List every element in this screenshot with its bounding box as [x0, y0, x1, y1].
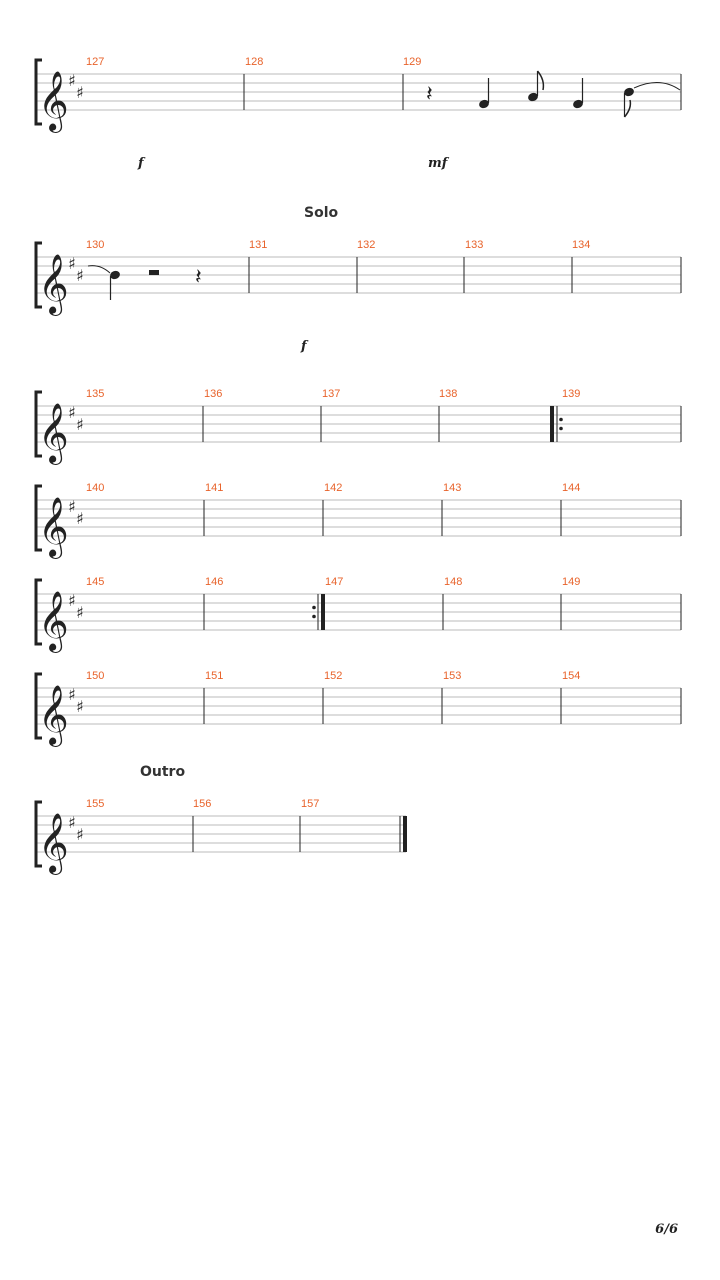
sharp-icon: ♯	[68, 813, 76, 832]
section-label: Outro	[140, 764, 186, 780]
system-7	[36, 764, 407, 875]
quarter-rest-icon: 𝄽	[426, 82, 433, 107]
page-number: 6/6	[655, 1222, 678, 1237]
tie	[88, 266, 110, 273]
measure-number: 137	[322, 388, 341, 400]
system-2	[36, 205, 681, 354]
measure-number: 153	[443, 670, 462, 682]
sharp-icon: ♯	[68, 254, 76, 273]
measure-number: 133	[465, 239, 484, 251]
sharp-icon: ♯	[68, 403, 76, 422]
tie	[634, 82, 680, 90]
treble-clef-icon: 𝄞	[38, 71, 69, 131]
measure-number: 135	[86, 388, 105, 400]
staff-lines	[36, 688, 681, 724]
treble-clef-icon: 𝄞	[38, 254, 69, 314]
measure-number: 143	[443, 482, 462, 494]
measure-number: 152	[324, 670, 343, 682]
measure-number: 155	[86, 798, 105, 810]
measure-number: 148	[444, 576, 463, 588]
measure-number: 150	[86, 670, 105, 682]
sharp-icon: ♯	[68, 591, 76, 610]
measure-number: 154	[562, 670, 581, 682]
measure-number: 139	[562, 388, 581, 400]
sharp-icon: ♯	[76, 509, 84, 528]
eighth-note	[527, 71, 543, 102]
sharp-icon: ♯	[68, 685, 76, 704]
treble-clef-icon: 𝄞	[38, 497, 69, 557]
measure-number: 157	[301, 798, 320, 810]
measure-number: 151	[205, 670, 224, 682]
dynamic-marking: mf	[428, 156, 448, 171]
measure-number: 142	[324, 482, 343, 494]
staff-lines	[36, 500, 681, 536]
measure-number: 147	[325, 576, 344, 588]
measure-number: 141	[205, 482, 224, 494]
treble-clef-icon: 𝄞	[38, 685, 69, 745]
quarter-note	[109, 270, 121, 300]
system-3	[36, 388, 681, 465]
measure-number: 146	[205, 576, 224, 588]
measure-number: 130	[86, 239, 105, 251]
measure-number: 149	[562, 576, 581, 588]
half-rest-icon	[149, 270, 159, 275]
treble-clef-icon: 𝄞	[38, 403, 69, 463]
measure-number: 145	[86, 576, 105, 588]
measure-number: 127	[86, 56, 105, 68]
sharp-icon: ♯	[76, 825, 84, 844]
sharp-icon: ♯	[68, 71, 76, 90]
staff-lines	[36, 257, 681, 293]
staff-lines	[36, 816, 406, 852]
system-6	[36, 670, 681, 747]
sharp-icon: ♯	[76, 266, 84, 285]
measure-number: 134	[572, 239, 591, 251]
sharp-icon: ♯	[76, 603, 84, 622]
quarter-rest-icon: 𝄽	[195, 265, 202, 290]
measure-number: 156	[193, 798, 212, 810]
sharp-icon: ♯	[76, 83, 84, 102]
staff-lines	[36, 74, 681, 110]
measure-number: 132	[357, 239, 376, 251]
dynamic-marking: f	[138, 156, 144, 171]
measure-number: 138	[439, 388, 458, 400]
measure-number: 140	[86, 482, 105, 494]
sharp-icon: ♯	[68, 497, 76, 516]
staff-lines	[36, 594, 681, 630]
system-5	[36, 576, 681, 653]
system-4	[36, 482, 681, 559]
sharp-icon: ♯	[76, 697, 84, 716]
measure-number: 128	[245, 56, 264, 68]
measure-number: 129	[403, 56, 422, 68]
sharp-icon: ♯	[76, 415, 84, 434]
dynamic-marking: f	[301, 339, 307, 354]
treble-clef-icon: 𝄞	[38, 813, 69, 873]
measure-number: 136	[204, 388, 223, 400]
treble-clef-icon: 𝄞	[38, 591, 69, 651]
measure-number: 144	[562, 482, 581, 494]
system-1	[36, 56, 681, 171]
section-label: Solo	[304, 205, 339, 221]
staff-lines	[36, 406, 681, 442]
eighth-note	[623, 87, 635, 117]
measure-number: 131	[249, 239, 268, 251]
